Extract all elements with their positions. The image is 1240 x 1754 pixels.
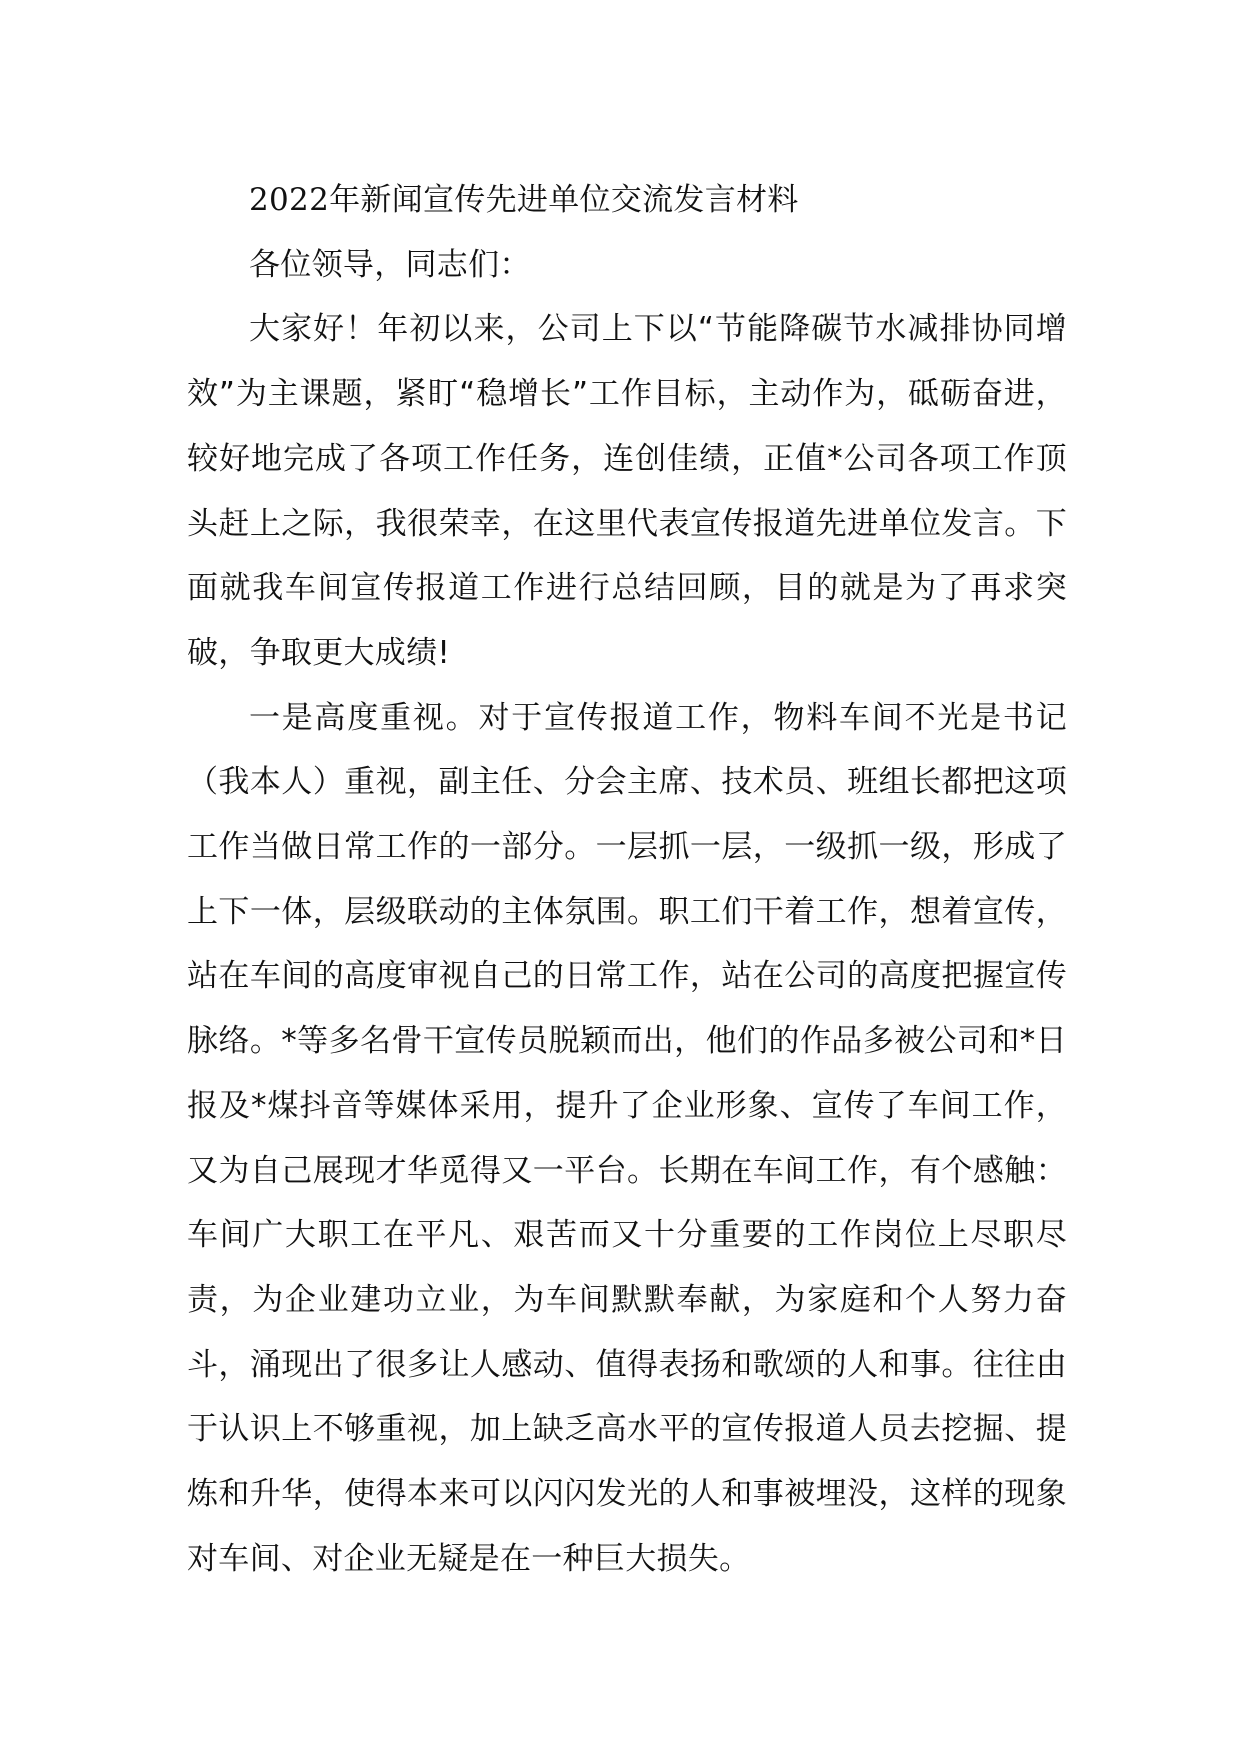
- document-title: 2022年新闻宣传先进单位交流发言材料: [249, 182, 799, 218]
- document-body: [187, 168, 1067, 1591]
- paragraph-point-one: 一是高度重视。对于宣传报道工作，物料车间不光是书记（我本人）重视，副主任、分会主席、技术员、班组长都把这项工作当做日常工作的一部分。一层抓一层，一级抓一级，形成了上下一体，层级联动的主体氛围。职工们干着工作，想着宣传，站在车间的高度审视自己的日常工作，站在公司的高度把握宣传脉络。*等多名骨干宣传员脱颖而出，他们的作品多被公司和*日报及*煤抖音等媒体采用，提升了企业形象、宣传了车间工作，又为自己展现才华觅得又一平台。长期在车间工作，有个感触：车间广大职工在平凡、艰苦而又十分重要的工作岗位上尽职尽责，为企业建功立业，为车间默默奉献，为家庭和个人努力奋斗，涌现出了很多让人感动、值得表扬和歌颂的人和事。往往由于认识上不够重视，加上缺乏高水平的宣传报道人员去挖掘、提炼和升华，使得本来可以闪闪发光的人和事被埋没，这样的现象对车间、对企业无疑是在一种巨大损失。: [187, 699, 1067, 1577]
- paragraph-intro: 大家好！年初以来，公司上下以“节能降碳节水减排协同增效”为主课题，紧盯“稳增长”工作目标，主动作为，砥砺奋进，较好地完成了各项工作任务，连创佳绩，正值*公司各项工作顶头赶上之际，我很荣幸，在这里代表宣传报道先进单位发言。下面就我车间宣传报道工作进行总结回顾，目的就是为了再求突破，争取更大成绩!: [187, 311, 1067, 671]
- salutation: 各位领导，同志们：: [249, 246, 531, 283]
